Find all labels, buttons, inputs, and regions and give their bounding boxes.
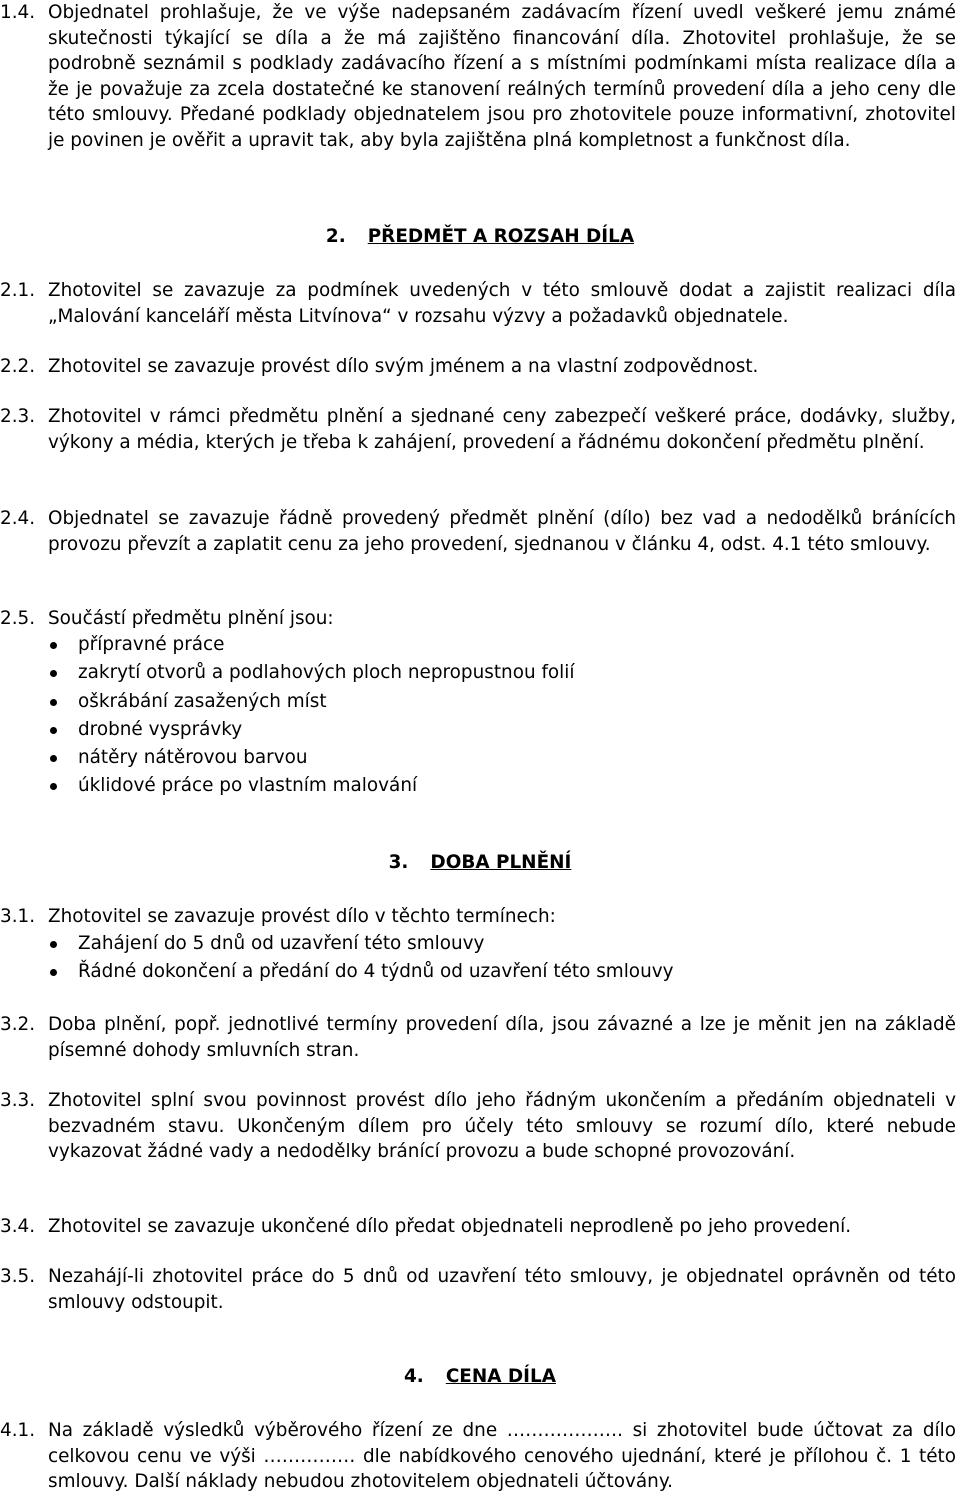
paragraph-text: Zhotovitel se zavazuje provést dílo v těchto termínech: [48, 906, 556, 927]
paragraph-number: 3.5. [0, 1266, 36, 1287]
paragraph-text: Objednatel prohlašuje, že ve výše nadepsaném zadávacím řízení uvedl veškeré jemu známé skutečnosti týkající se díla a že má zajištěno financování díla. Zhotovitel prohlašuje, že se podrobně seznámil s podklady zadávacího řízení a s místními podmínkami místa realizace díla a že je považuje za zcela dostatečné ke stanovení reálných termínů provedení díla a jeho ceny dle této smlouvy. Předané podklady objednatelem jsou pro zhotovitele pouze informativní, zhotovitel je povinen je ověřit a upravit tak, aby byla zajištěna plná kompletnost a funkčnost díla. [48, 2, 956, 151]
paragraph-number: 2.1. [0, 280, 36, 301]
paragraph-number: 1.4. [0, 2, 36, 23]
heading-title: PŘEDMĚT A ROZSAH DÍLA [367, 226, 635, 247]
paragraph-number: 4.1. [0, 1420, 36, 1441]
paragraph-number: 3.3. [0, 1090, 36, 1111]
paragraph-text: Zhotovitel se zavazuje ukončené dílo předat objednateli neprodleně po jeho provedení. [48, 1216, 852, 1237]
paragraph-2-3 [0, 404, 956, 455]
bullet-icon [50, 727, 57, 734]
paragraph-text: Na základě výsledků výběrového řízení ze dne ………………. si zhotovitel bude účtovat za dílo celkovou cenu ve výši …………… dle nabídkového cenového ujednání, které je přílohou č. 1 této smlouvy. Další náklady nebudou zhotovitelem objednateli účtovány. [48, 1420, 956, 1492]
paragraph-number: 2.5. [0, 608, 36, 629]
paragraph-text: Zhotovitel se zavazuje za podmínek uvedených v této smlouvě dodat a zajistit realizaci díla „Malování kanceláří města Litvínova“ v rozsahu výzvy a požadavků objednatele. [48, 280, 956, 327]
heading-number: 3. [388, 852, 409, 873]
paragraph-2-5 [0, 606, 956, 632]
paragraph-number: 3.2. [0, 1014, 36, 1035]
list-item: Řádné dokončení a předání do 4 týdnů od uzavření této smlouvy [48, 958, 956, 986]
paragraph-4-1 [0, 1418, 956, 1495]
list-item: Zahájení do 5 dnů od uzavření této smlouvy [48, 930, 956, 958]
section-heading-4 [0, 1364, 960, 1390]
paragraph-3-1 [0, 904, 956, 930]
paragraph-number: 3.1. [0, 906, 36, 927]
bullet-icon [50, 670, 57, 677]
paragraph-3-4 [0, 1214, 956, 1240]
paragraph-3-3 [0, 1088, 956, 1165]
paragraph-1-4 [0, 0, 956, 153]
bullet-icon [50, 755, 57, 762]
paragraph-text: Nezahájí-li zhotovitel práce do 5 dnů od uzavření této smlouvy, je objednatel oprávněn od této smlouvy odstoupit. [48, 1266, 956, 1313]
paragraph-text: Zhotovitel splní svou povinnost provést dílo jeho řádným ukončením a předáním objednateli v bezvadném stavu. Ukončeným dílem pro účely této smlouvy se rozumí dílo, které nebude vykazovat žádné vady a nedodělky bránící provozu a bude schopné provozování. [48, 1090, 956, 1162]
bullet-icon [50, 699, 57, 706]
paragraph-number: 2.2. [0, 356, 36, 377]
list-item: přípravné práce [48, 631, 956, 659]
paragraph-3-5 [0, 1264, 956, 1315]
section-heading-2 [0, 224, 960, 250]
paragraph-2-2 [0, 354, 956, 380]
paragraph-text: Doba plnění, popř. jednotlivé termíny provedení díla, jsou závazné a lze je měnit jen na základě písemné dohody smluvních stran. [48, 1014, 956, 1061]
paragraph-number: 2.4. [0, 508, 36, 529]
paragraph-2-4 [0, 506, 956, 557]
paragraph-text: Součástí předmětu plnění jsou: [48, 608, 334, 629]
list-item: drobné vysprávky [48, 716, 956, 744]
list-item: úklidové práce po vlastním malování [48, 772, 956, 800]
paragraph-3-2 [0, 1012, 956, 1063]
bullet-icon [50, 941, 57, 948]
paragraph-text: Zhotovitel v rámci předmětu plnění a sjednané ceny zabezpečí veškeré práce, dodávky, služby, výkony a média, kterých je třeba k zahájení, provedení a řádnému dokončení předmětu plnění. [48, 406, 956, 453]
heading-number: 2. [325, 226, 346, 247]
heading-title: DOBA PLNĚNÍ [430, 852, 572, 873]
list-item: nátěry nátěrovou barvou [48, 744, 956, 772]
heading-number: 4. [404, 1366, 424, 1387]
paragraph-text: Objednatel se zavazuje řádně provedený předmět plnění (dílo) bez vad a nedodělků bránících provozu převzít a zaplatit cenu za jeho provedení, sjednanou v článku 4, odst. 4.1 této smlouvy. [48, 508, 956, 555]
list-item: oškrábání zasažených míst [48, 688, 956, 716]
paragraph-number: 3.4. [0, 1216, 36, 1237]
bullet-icon [50, 642, 57, 649]
paragraph-2-1 [0, 278, 956, 329]
bullet-icon [50, 969, 57, 976]
bullet-list-3-1 [48, 930, 956, 987]
heading-title: CENA DÍLA [445, 1366, 556, 1387]
paragraph-text: Zhotovitel se zavazuje provést dílo svým jménem a na vlastní zodpovědnost. [48, 356, 759, 377]
list-item: zakrytí otvorů a podlahových ploch nepropustnou folií [48, 659, 956, 687]
section-heading-3 [0, 850, 960, 876]
bullet-icon [50, 783, 57, 790]
bullet-list-2-5 [48, 631, 956, 801]
paragraph-number: 2.3. [0, 406, 36, 427]
